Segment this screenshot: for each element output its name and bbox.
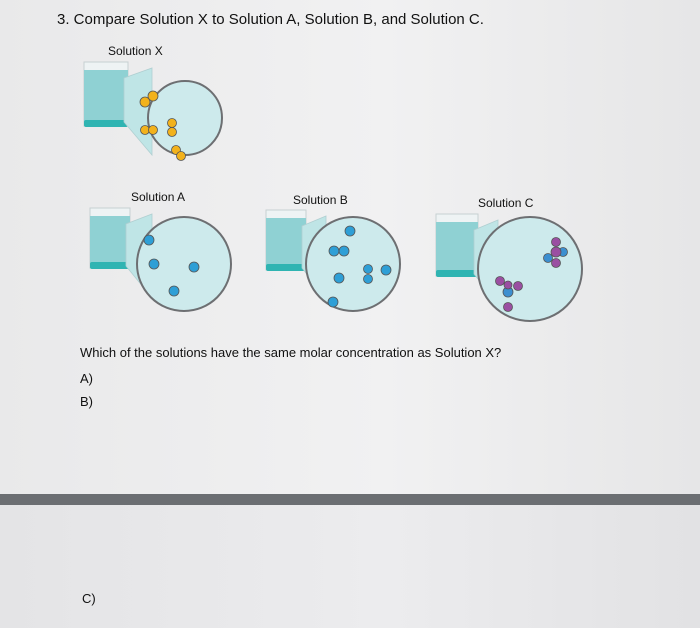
solution-b-figure xyxy=(262,208,412,320)
solution-a-figure xyxy=(86,206,236,320)
solution-c-figure xyxy=(432,212,582,324)
solution-x-label: Solution X xyxy=(108,44,163,58)
question-title: 3. Compare Solution X to Solution A, Solution B, and Solution C. xyxy=(57,11,484,28)
answer-choice-a[interactable]: A) xyxy=(80,371,93,386)
worksheet-page-2 xyxy=(0,505,700,628)
question-prompt: Which of the solutions have the same molar concentration as Solution X? xyxy=(80,345,502,360)
answer-choice-b[interactable]: B) xyxy=(80,394,93,409)
solution-a-label: Solution A xyxy=(131,190,186,204)
solution-x-figure xyxy=(80,60,230,178)
answer-choice-c[interactable]: C) xyxy=(82,591,96,606)
solution-b-label: Solution B xyxy=(293,193,348,207)
solution-c-label: Solution C xyxy=(478,196,534,210)
